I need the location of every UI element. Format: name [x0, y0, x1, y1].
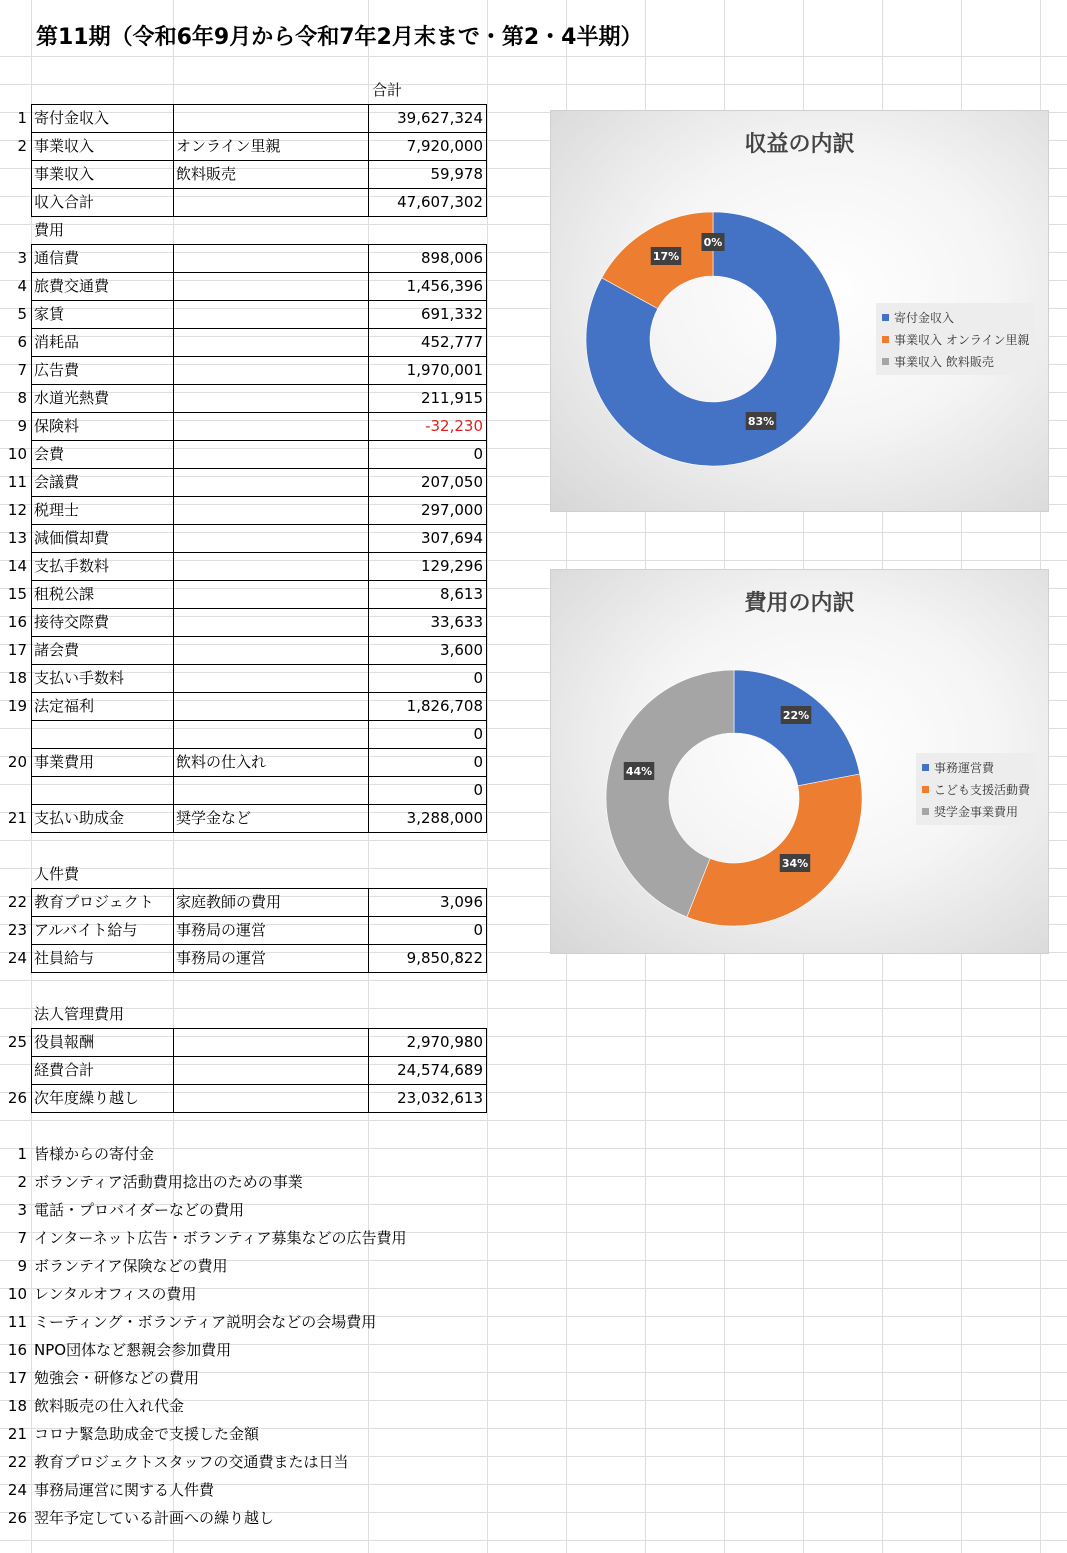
- note-text[interactable]: コロナ緊急助成金で支援した金額: [34, 1425, 260, 1443]
- row-label[interactable]: 役員報酬: [34, 1033, 95, 1051]
- row-sublabel[interactable]: [173, 272, 368, 300]
- donut-slice[interactable]: [687, 774, 862, 926]
- legend-swatch: [882, 336, 889, 343]
- row-number[interactable]: 10: [7, 445, 27, 463]
- row-value[interactable]: 0: [473, 725, 483, 743]
- row-number[interactable]: [0, 188, 31, 216]
- row-label[interactable]: 教育プロジェクト: [34, 893, 154, 911]
- row-value[interactable]: 3,096: [440, 893, 483, 911]
- row-label[interactable]: 会議費: [34, 473, 80, 491]
- note-number[interactable]: 21: [7, 1425, 27, 1443]
- row-number[interactable]: 6: [17, 333, 27, 351]
- row-label[interactable]: 費用: [34, 221, 65, 239]
- data-label: [746, 412, 777, 430]
- row-value[interactable]: 691,332: [420, 305, 483, 323]
- row-number[interactable]: 20: [7, 753, 27, 771]
- row-number[interactable]: 7: [17, 361, 27, 379]
- note-text[interactable]: 勉強会・研修などの費用: [34, 1369, 200, 1387]
- row-sublabel[interactable]: [173, 104, 368, 132]
- row-value[interactable]: 1,456,396: [406, 277, 483, 295]
- row-value[interactable]: [368, 860, 487, 888]
- note-text[interactable]: 教育プロジェクトスタッフの交通費または日当: [34, 1453, 349, 1471]
- donut-slice[interactable]: [734, 670, 860, 786]
- note-number[interactable]: 26: [7, 1509, 27, 1527]
- note-number[interactable]: 24: [7, 1481, 27, 1499]
- row-label[interactable]: 事業費用: [34, 753, 95, 771]
- row-value[interactable]: 47,607,302: [397, 193, 483, 211]
- row-sublabel[interactable]: オンライン里親: [176, 137, 281, 155]
- row-number[interactable]: 1: [17, 109, 27, 127]
- row-number[interactable]: [0, 1000, 31, 1028]
- data-label: [702, 233, 725, 251]
- legend-item[interactable]: [922, 800, 1030, 822]
- row-label[interactable]: [31, 720, 173, 748]
- row-label[interactable]: 事業収入: [34, 137, 95, 155]
- row-value[interactable]: [368, 1000, 487, 1028]
- svg-text:44%: 44%: [625, 765, 653, 778]
- row-sublabel[interactable]: 事務局の運営: [176, 921, 267, 939]
- row-value[interactable]: 0: [473, 445, 483, 463]
- row-number[interactable]: [0, 860, 31, 888]
- grid-row-line: [0, 1120, 1067, 1121]
- row-value[interactable]: [368, 216, 487, 244]
- row-number[interactable]: [0, 776, 31, 804]
- row-number[interactable]: 2: [17, 137, 27, 155]
- row-label[interactable]: 人件費: [34, 865, 80, 883]
- grid-row-line: [0, 1540, 1067, 1541]
- row-label[interactable]: 法人管理費用: [34, 1005, 125, 1023]
- legend-label: 事業収入 オンライン里親: [894, 332, 1030, 347]
- row-value[interactable]: 23,032,613: [397, 1089, 483, 1107]
- legend-item[interactable]: [922, 756, 1030, 778]
- row-number[interactable]: 8: [17, 389, 27, 407]
- legend-label: 事務運営費: [934, 760, 995, 775]
- row-number[interactable]: 12: [7, 501, 27, 519]
- legend-item[interactable]: [882, 306, 1029, 328]
- note-number[interactable]: 7: [17, 1229, 27, 1247]
- note-number[interactable]: 22: [7, 1453, 27, 1471]
- row-sublabel[interactable]: [173, 552, 368, 580]
- note-text[interactable]: NPO団体など懇親会参加費用: [34, 1341, 232, 1359]
- note-number[interactable]: 17: [7, 1369, 27, 1387]
- row-number[interactable]: 22: [7, 893, 27, 911]
- row-sublabel[interactable]: [173, 468, 368, 496]
- svg-text:22%: 22%: [782, 709, 810, 722]
- row-label[interactable]: 家賃: [34, 305, 65, 323]
- note-number[interactable]: 3: [17, 1201, 27, 1219]
- row-label[interactable]: 諸会費: [34, 641, 80, 659]
- row-sublabel[interactable]: 奨学金など: [176, 809, 252, 827]
- data-label: [651, 247, 682, 265]
- note-text[interactable]: レンタルオフィスの費用: [34, 1285, 197, 1303]
- note-number[interactable]: 10: [7, 1285, 27, 1303]
- row-label[interactable]: 水道光熱費: [34, 389, 110, 407]
- row-value[interactable]: 307,694: [420, 529, 483, 547]
- row-label[interactable]: 支払い助成金: [34, 809, 125, 827]
- row-value[interactable]: 0: [473, 753, 483, 771]
- row-number[interactable]: [0, 720, 31, 748]
- row-number[interactable]: 23: [7, 921, 27, 939]
- svg-text:34%: 34%: [781, 857, 809, 870]
- legend-label: 寄付金収入: [894, 310, 955, 325]
- row-value[interactable]: 898,006: [420, 249, 483, 267]
- row-sublabel[interactable]: 事務局の運営: [176, 949, 267, 967]
- row-sublabel[interactable]: 家庭教師の費用: [176, 893, 282, 911]
- row-label[interactable]: 広告費: [34, 361, 80, 379]
- row-label[interactable]: 通信費: [34, 249, 80, 267]
- row-number[interactable]: 4: [17, 277, 27, 295]
- row-value[interactable]: 33,633: [430, 613, 483, 631]
- note-number[interactable]: 18: [7, 1397, 27, 1415]
- row-number[interactable]: 11: [7, 473, 27, 491]
- row-sublabel[interactable]: [173, 720, 368, 748]
- row-sublabel[interactable]: [173, 384, 368, 412]
- row-number[interactable]: [0, 1056, 31, 1084]
- row-sublabel[interactable]: [173, 1084, 368, 1112]
- row-value[interactable]: 59,978: [430, 165, 483, 183]
- row-sublabel[interactable]: [173, 580, 368, 608]
- row-sublabel[interactable]: [173, 328, 368, 356]
- row-number[interactable]: 21: [7, 809, 27, 827]
- row-label[interactable]: 法定福利: [34, 697, 95, 715]
- note-text[interactable]: 翌年予定している計画への繰り越し: [34, 1509, 275, 1527]
- row-sublabel[interactable]: [173, 832, 368, 860]
- row-number[interactable]: 3: [17, 249, 27, 267]
- row-label[interactable]: 保険料: [34, 417, 80, 435]
- data-label: [781, 706, 812, 724]
- row-label[interactable]: 旅費交通費: [34, 277, 110, 295]
- note-text[interactable]: インターネット広告・ボランティア募集などの広告費用: [34, 1229, 407, 1247]
- row-value[interactable]: 297,000: [420, 501, 483, 519]
- row-label[interactable]: 社員給与: [34, 949, 95, 967]
- row-sublabel[interactable]: [173, 496, 368, 524]
- note-text[interactable]: ボランティア活動費用捻出のための事業: [34, 1173, 303, 1191]
- row-number[interactable]: 5: [17, 305, 27, 323]
- legend-label: 奨学金事業費用: [934, 804, 1019, 819]
- row-number[interactable]: [0, 832, 31, 860]
- row-value[interactable]: 0: [473, 921, 483, 939]
- row-number[interactable]: 25: [7, 1033, 27, 1051]
- revenue-chart[interactable]: [550, 110, 1049, 512]
- row-label[interactable]: 支払い手数料: [34, 669, 125, 687]
- chart-legend: [916, 753, 1036, 825]
- row-value[interactable]: 0: [473, 669, 483, 687]
- note-number[interactable]: 2: [17, 1173, 27, 1191]
- row-label[interactable]: 支払手数料: [34, 557, 110, 575]
- row-label[interactable]: 接待交際費: [34, 613, 110, 631]
- legend-swatch: [922, 764, 929, 771]
- row-value[interactable]: 3,600: [440, 641, 483, 659]
- row-value[interactable]: -32,230: [425, 417, 483, 435]
- row-label[interactable]: 収入合計: [34, 193, 95, 211]
- row-number[interactable]: 14: [7, 557, 27, 575]
- row-sublabel[interactable]: [173, 692, 368, 720]
- legend-swatch: [882, 358, 889, 365]
- row-label[interactable]: 消耗品: [34, 333, 80, 351]
- row-sublabel[interactable]: [173, 244, 368, 272]
- row-sublabel[interactable]: [173, 412, 368, 440]
- row-sublabel[interactable]: [173, 860, 368, 888]
- row-label[interactable]: 減価償却費: [34, 529, 110, 547]
- row-value[interactable]: 129,296: [420, 557, 483, 575]
- row-value[interactable]: 1,970,001: [406, 361, 483, 379]
- data-label: [780, 854, 811, 872]
- row-sublabel[interactable]: [173, 188, 368, 216]
- note-number[interactable]: 9: [17, 1257, 27, 1275]
- row-label[interactable]: 事業収入: [34, 165, 95, 183]
- row-value[interactable]: 0: [473, 781, 483, 799]
- legend-item[interactable]: [882, 328, 1029, 350]
- row-value[interactable]: 452,777: [420, 333, 483, 351]
- row-sublabel[interactable]: [173, 300, 368, 328]
- total-header[interactable]: 合計: [372, 81, 403, 99]
- note-text[interactable]: ボランテイア保険などの費用: [34, 1257, 228, 1275]
- chart-title: 収益の内訳: [744, 132, 855, 157]
- row-value[interactable]: 207,050: [420, 473, 483, 491]
- chart-title: 費用の内訳: [744, 591, 855, 616]
- row-sublabel[interactable]: 飲料販売: [176, 165, 237, 183]
- row-sublabel[interactable]: [173, 664, 368, 692]
- row-number[interactable]: 19: [7, 697, 27, 715]
- row-value[interactable]: 7,920,000: [406, 137, 483, 155]
- row-sublabel[interactable]: [173, 776, 368, 804]
- row-sublabel[interactable]: [173, 216, 368, 244]
- row-sublabel[interactable]: [173, 1056, 368, 1084]
- row-sublabel[interactable]: [173, 524, 368, 552]
- row-number[interactable]: [0, 160, 31, 188]
- note-number[interactable]: 1: [17, 1145, 27, 1163]
- grid-row-line: [0, 84, 1067, 85]
- legend-swatch: [882, 314, 889, 321]
- row-number[interactable]: 17: [7, 641, 27, 659]
- note-text[interactable]: ミーティング・ボランティア説明会などの会場費用: [34, 1313, 377, 1331]
- row-number[interactable]: 9: [17, 417, 27, 435]
- chart-legend: [876, 303, 1035, 375]
- row-number[interactable]: 15: [7, 585, 27, 603]
- row-value[interactable]: 39,627,324: [397, 109, 483, 127]
- row-label[interactable]: [31, 776, 173, 804]
- row-value[interactable]: 3,288,000: [406, 809, 483, 827]
- note-text[interactable]: 皆様からの寄付金: [34, 1145, 155, 1163]
- row-number[interactable]: 18: [7, 669, 27, 687]
- row-value[interactable]: 2,970,980: [406, 1033, 483, 1051]
- note-number[interactable]: 16: [7, 1341, 27, 1359]
- row-value[interactable]: [368, 832, 487, 860]
- row-number[interactable]: [0, 972, 31, 1000]
- legend-item[interactable]: [922, 778, 1030, 800]
- row-sublabel[interactable]: [173, 636, 368, 664]
- row-sublabel[interactable]: [173, 440, 368, 468]
- row-label[interactable]: 寄付金収入: [34, 109, 110, 127]
- legend-label: 事業収入 飲料販売: [894, 354, 994, 369]
- svg-text:17%: 17%: [652, 250, 680, 263]
- row-value[interactable]: 9,850,822: [406, 949, 483, 967]
- svg-text:83%: 83%: [747, 415, 775, 428]
- row-number[interactable]: 24: [7, 949, 27, 967]
- sheet-title[interactable]: 第11期（令和6年9月から令和7年2月末まで・第2・4半期）: [36, 25, 643, 50]
- note-text[interactable]: 飲料販売の仕入れ代金: [34, 1397, 185, 1415]
- row-sublabel[interactable]: [173, 356, 368, 384]
- row-sublabel[interactable]: [173, 972, 368, 1000]
- row-value[interactable]: 1,826,708: [406, 697, 483, 715]
- expense-chart[interactable]: [550, 569, 1049, 954]
- legend-item[interactable]: [882, 350, 1029, 372]
- row-label[interactable]: 租税公課: [34, 585, 95, 603]
- row-sublabel[interactable]: 飲料の仕入れ: [176, 753, 267, 771]
- row-value[interactable]: 211,915: [420, 389, 483, 407]
- legend-swatch: [922, 786, 929, 793]
- row-label[interactable]: [31, 972, 173, 1000]
- legend-label: こども支援活動費: [934, 782, 1031, 797]
- note-number[interactable]: 11: [7, 1313, 27, 1331]
- row-label[interactable]: 会費: [34, 445, 65, 463]
- row-label[interactable]: 次年度繰り越し: [34, 1089, 140, 1107]
- row-sublabel[interactable]: [173, 1000, 368, 1028]
- svg-text:0%: 0%: [703, 236, 723, 249]
- row-number[interactable]: 26: [7, 1089, 27, 1107]
- row-number[interactable]: 13: [7, 529, 27, 547]
- row-value[interactable]: [368, 972, 487, 1000]
- data-label: [624, 762, 655, 780]
- legend-swatch: [922, 808, 929, 815]
- row-value[interactable]: 24,574,689: [397, 1061, 483, 1079]
- row-number[interactable]: [0, 216, 31, 244]
- row-label[interactable]: アルバイト給与: [34, 921, 138, 939]
- row-number[interactable]: 16: [7, 613, 27, 631]
- row-sublabel[interactable]: [173, 608, 368, 636]
- row-label[interactable]: 経費合計: [34, 1061, 95, 1079]
- row-label[interactable]: [31, 832, 173, 860]
- row-label[interactable]: 税理士: [34, 501, 80, 519]
- note-text[interactable]: 電話・プロバイダーなどの費用: [34, 1201, 245, 1219]
- row-value[interactable]: 8,613: [440, 585, 483, 603]
- row-sublabel[interactable]: [173, 1028, 368, 1056]
- note-text[interactable]: 事務局運営に関する人件費: [34, 1481, 215, 1499]
